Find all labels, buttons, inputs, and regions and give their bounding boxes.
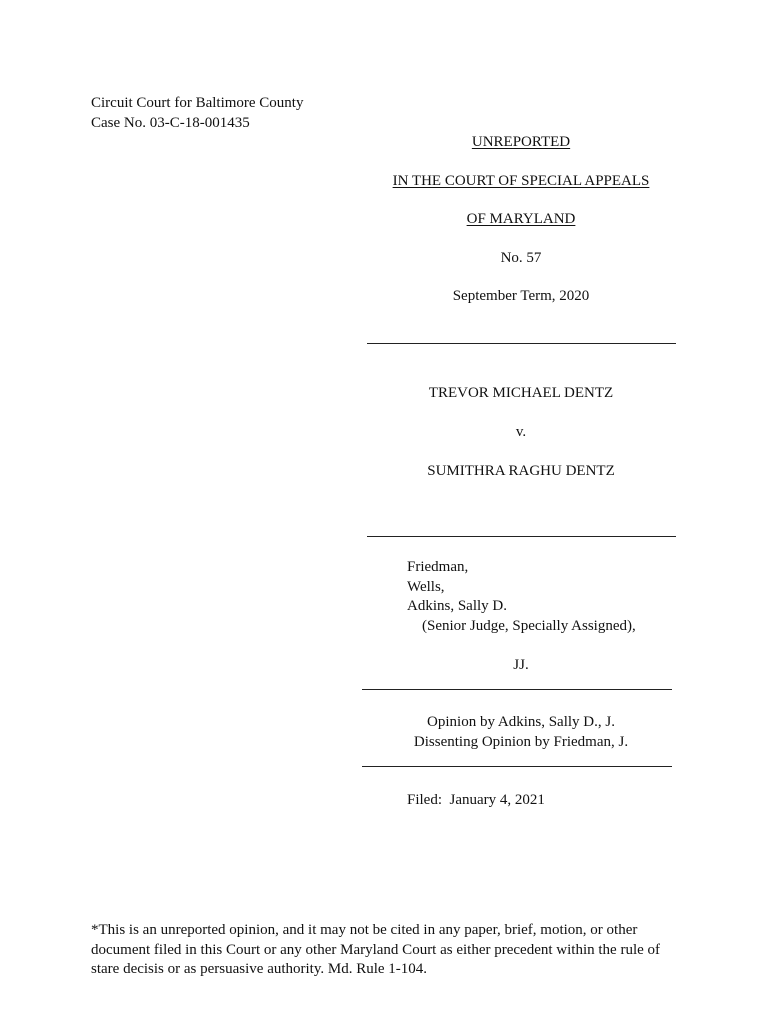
term: September Term, 2020	[452, 288, 590, 304]
judge-note: (Senior Judge, Specially Assigned),	[422, 618, 636, 634]
judge-wells: Wells,	[407, 579, 445, 595]
divider-4	[362, 766, 672, 767]
case-number: Case No. 03-C-18-001435	[91, 115, 250, 131]
court-name: IN THE COURT OF SPECIAL APPEALS	[392, 173, 650, 189]
divider-1	[367, 343, 676, 344]
judge-adkins: Adkins, Sally D.	[407, 598, 508, 614]
divider-3	[362, 689, 672, 690]
appellant-name: TREVOR MICHAEL DENTZ	[428, 385, 614, 401]
filed-date: Filed: January 4, 2021	[407, 792, 545, 808]
appellee-name: SUMITHRA RAGHU DENTZ	[427, 463, 615, 479]
unreported-label: UNREPORTED	[471, 134, 571, 150]
circuit-court-line: Circuit Court for Baltimore County	[91, 95, 304, 111]
divider-2	[367, 536, 676, 537]
court-state: OF MARYLAND	[466, 211, 576, 227]
judge-friedman: Friedman,	[407, 559, 469, 575]
case-docket-number: No. 57	[500, 250, 542, 266]
unreported-footnote: *This is an unreported opinion, and it may not be cited in any paper, brief, motion, or other document filed in this Court or any other Maryland Court as either precedent within the rule of stare decisis or as persuasive authority. Md. Rule 1-104.	[91, 922, 661, 977]
dissenting-opinion: Dissenting Opinion by Friedman, J.	[413, 734, 629, 750]
opinion-by: Opinion by Adkins, Sally D., J.	[427, 714, 615, 730]
versus-label: v.	[515, 424, 527, 440]
jj-label: JJ.	[513, 657, 529, 673]
